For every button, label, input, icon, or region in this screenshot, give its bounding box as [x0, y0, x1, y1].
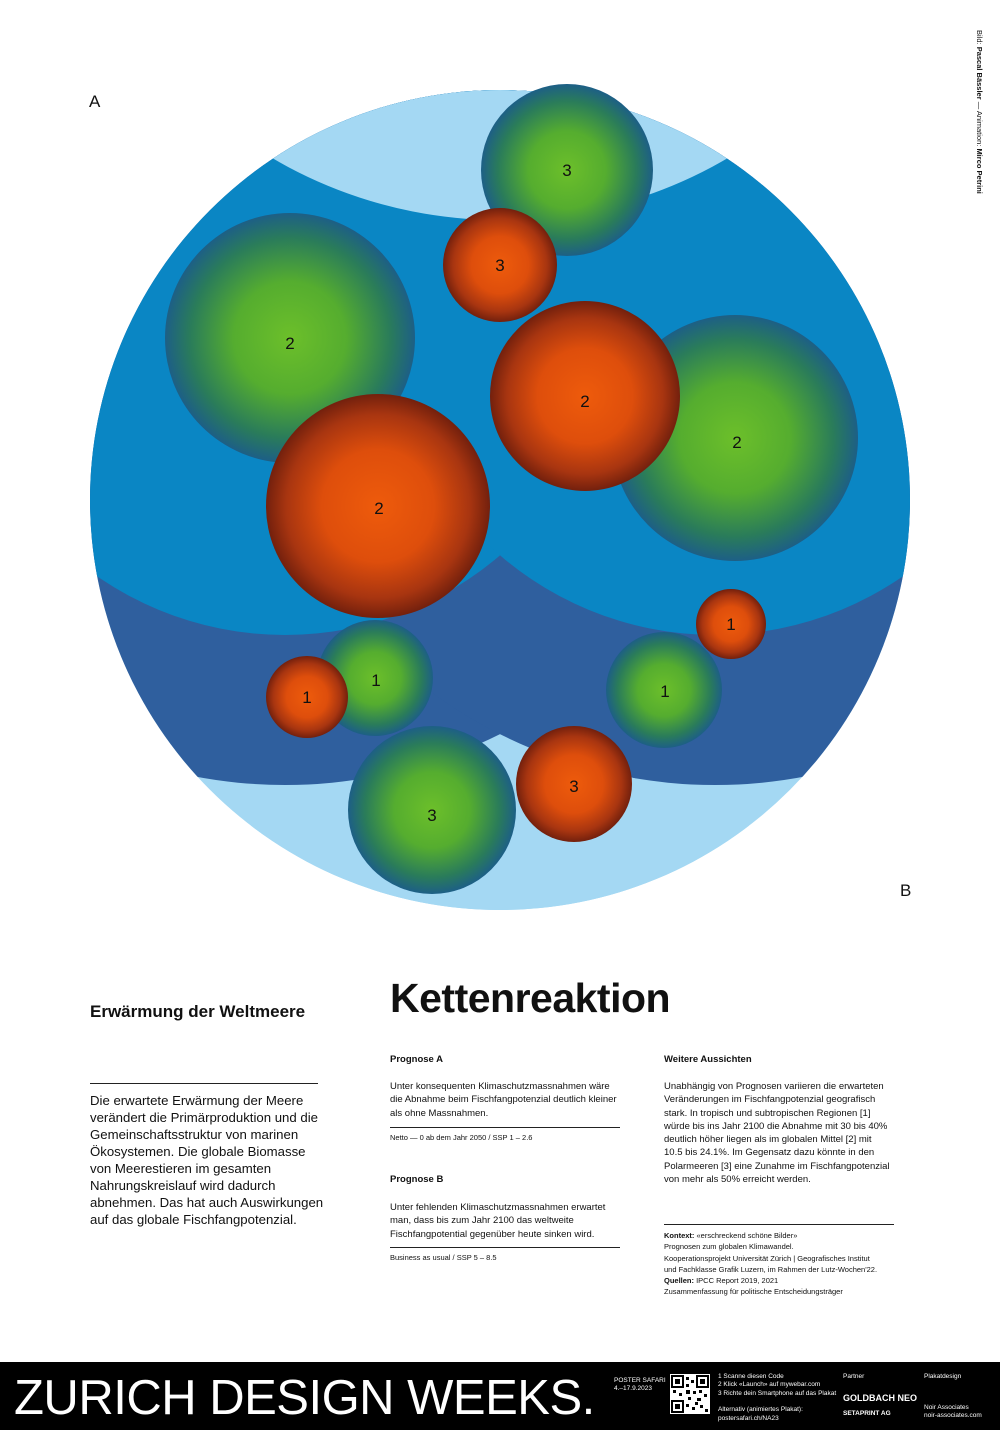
sphere-green-right-small: [606, 632, 722, 748]
page-title: Kettenreaktion: [390, 975, 671, 1021]
label-red-left-small: 1: [302, 688, 312, 707]
prognose-a-title: Prognose A: [390, 1054, 443, 1065]
prognose-b-text: Unter fehlenden Klimaschutzmassnahmen erwartet man, dass bis zum Jahr 2100 das weltweite Fischfangpotential gegenüber heute sinken wird.: [390, 1202, 606, 1240]
label-green-left-big: 2: [285, 334, 295, 353]
weitere-text: Unabhängig von Prognosen variieren die erwarteten Veränderungen im Fischfangpotenzial geografisch stark. In tropisch und subtropischen Regionen [1] würde bis ins Jahr 2100 die Abnahme mit 30 bis 40% deutlich höher liegen als im globalen Mittel [2] mit 10.5 bis 24.1%. Im Gegensatz dazu könnte in den Polarmeeren [3] eine Zunahme im Fischfangpotenzial von mehr als 50% erreicht werden.: [664, 1081, 890, 1186]
step-3: 3 Richte dein Smartphone auf das Plakat: [718, 1389, 837, 1397]
image-credit: [972, 30, 986, 230]
context-rule: [664, 1224, 894, 1225]
design-line-2[interactable]: noir-associates.com: [924, 1412, 982, 1420]
marker-a: A: [89, 92, 101, 111]
sphere-red-small-right: [696, 589, 766, 659]
safari-line-1: POSTER SAFARI: [614, 1377, 666, 1384]
sphere-red-top: [443, 208, 557, 322]
context-line-2: Prognosen zum globalen Klimawandel.: [664, 1242, 794, 1252]
credit-mid: — Animation:: [975, 99, 984, 149]
context-label: Kontext:: [664, 1231, 695, 1240]
design-line-1: Noir Associates: [924, 1404, 969, 1411]
step-1: 1 Scanne diesen Code: [718, 1373, 784, 1380]
alt-line-2[interactable]: postersafari.ch/NA23: [718, 1414, 779, 1422]
label-green-bottom: 3: [427, 806, 437, 825]
context-block: [664, 1230, 904, 1298]
scan-steps: [718, 1373, 836, 1423]
weitere-title: Weitere Aussichten: [664, 1054, 752, 1065]
prognose-b-rule: [390, 1247, 620, 1248]
subtitle: Erwärmung der Weltmeere: [90, 1002, 306, 1021]
label-green-right-big: 2: [732, 433, 742, 452]
label-red-center-big: 2: [374, 499, 384, 518]
sources-line-2: Zusammenfassung für politische Entscheidungsträger: [664, 1287, 843, 1297]
design-label: Plakatdesign: [924, 1373, 962, 1380]
qr-code[interactable]: [670, 1374, 710, 1414]
context-line-1: «erschreckend schöne Bilder»: [694, 1231, 798, 1240]
partner-logo-setaprint: SETAPRINT AG: [843, 1410, 891, 1417]
footer-brand: ZURICH DESIGN WEEKS.: [14, 1371, 595, 1425]
intro-paragraph: Die erwartete Erwärmung der Meere verändert die Primärproduktion und die Gemeinschaftsstruktur von marinen Ökosystemen. Die globale Biomasse von Meerestieren im gesamten Nahrungskreislauf wird dadurch abnehmen. Das hat auch Auswirkungen auf das globale Fischfangpotenzial.: [90, 1093, 324, 1227]
safari-label: [614, 1377, 666, 1394]
label-red-bottom: 3: [569, 777, 579, 796]
context-line-4: und Fachklasse Grafik Luzern, im Rahmen der Lutz-Wochen'22.: [664, 1264, 878, 1274]
prognose-a-note: Netto — 0 ab dem Jahr 2050 / SSP 1 – 2.6: [390, 1133, 533, 1142]
prognose-b-title: Prognose B: [390, 1174, 444, 1185]
label-red-top: 3: [495, 256, 505, 275]
safari-line-2: 4.–17.9.2023: [614, 1385, 652, 1393]
prognose-a-text: Unter konsequenten Klimaschutzmassnahmen wäre die Abnahme beim Fischfangpotenzial deutlich kleiner als ohne Massnahmen.: [390, 1081, 617, 1119]
credit-prefix: Bild:: [975, 30, 984, 47]
marker-b: B: [900, 881, 912, 900]
label-green-left-small: 1: [371, 671, 381, 690]
label-green-top: 3: [562, 161, 572, 180]
alt-line-1: Alternativ (animiertes Plakat):: [718, 1406, 803, 1414]
context-line-3: Kooperationsprojekt Universität Zürich | Geografisches Institut: [664, 1253, 870, 1263]
sphere-red-bottom: [516, 726, 632, 842]
label-red-right-big: 2: [580, 392, 590, 411]
label-green-right-small: 1: [660, 682, 670, 701]
design-credit: [924, 1404, 982, 1421]
intro-rule: [90, 1083, 318, 1084]
prognose-b-note: Business as usual / SSP 5 – 8.5: [390, 1253, 497, 1262]
prognose-a-rule: [390, 1127, 620, 1128]
partner-label: Partner: [843, 1373, 865, 1380]
sources-label: Quellen:: [664, 1276, 695, 1286]
label-red-small-right: 1: [726, 615, 736, 634]
sphere-green-bottom: [348, 726, 516, 894]
footer-bar: [0, 1362, 1000, 1430]
sphere-red-center-big: [266, 394, 490, 618]
credit-anim: Mirco Petrini: [975, 148, 984, 194]
step-2: 2 Klick «Launch» auf mywebar.com: [718, 1381, 821, 1389]
sources-line-1: IPCC Report 2019, 2021: [694, 1276, 779, 1286]
partner-logo-goldbach: GOLDBACH NEO: [843, 1393, 917, 1403]
sphere-red-left-small: [266, 656, 348, 738]
credit-bild: Pascal Bässler: [975, 46, 984, 100]
sphere-red-right-big: [490, 301, 680, 491]
qr-code-icon: [670, 1374, 710, 1414]
